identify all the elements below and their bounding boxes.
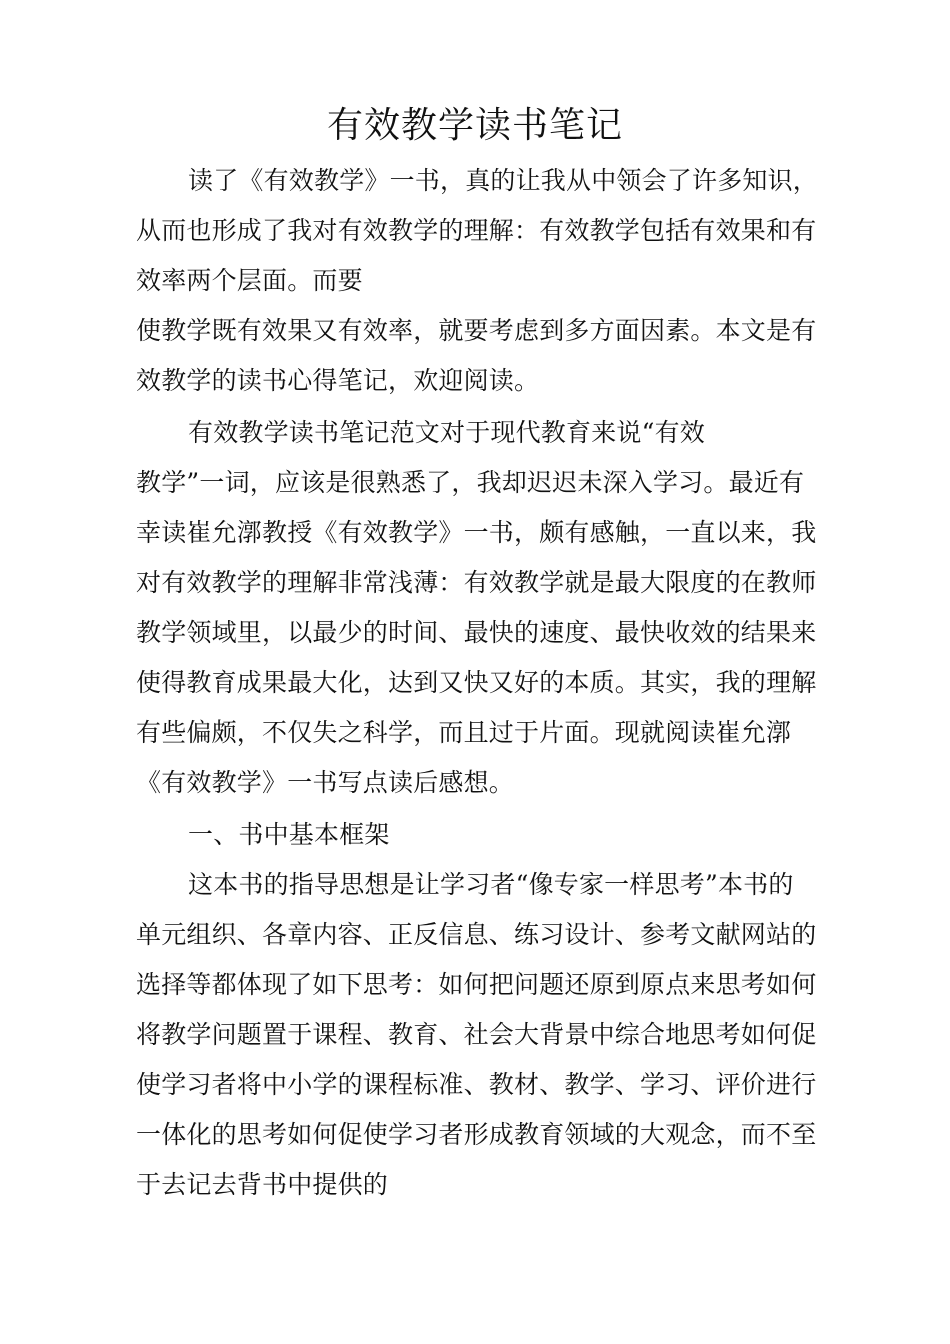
text-line: 使教学既有效果又有效率，就要考虑到多方面因素。本文是有 xyxy=(136,316,817,345)
text-line: 于去记去背书中提供的 xyxy=(136,1170,389,1199)
text-line: 使学习者将中小学的课程标准、教材、教学、学习、评价进行 xyxy=(136,1070,817,1099)
text-line: 教学领域里，以最少的时间、最快的速度、最快收效的结果来 xyxy=(136,618,817,647)
text-line: 单元组织、各章内容、正反信息、练习设计、参考文献网站的 xyxy=(136,920,817,949)
text-line: 读了《有效教学》一书，真的让我从中领会了许多知识， xyxy=(188,166,819,195)
text-line: 使得教育成果最大化，达到又快又好的本质。其实，我的理解 xyxy=(136,668,817,697)
text-line: 将教学问题置于课程、教育、社会大背景中综合地思考如何促 xyxy=(136,1020,817,1049)
text-line: 效率两个层面。而要 xyxy=(136,266,363,295)
text-line: 教学”一词，应该是很熟悉了，我却迟迟未深入学习。最近有 xyxy=(136,468,805,497)
text-line: 一体化的思考如何促使学习者形成教育领域的大观念，而不至 xyxy=(136,1120,817,1149)
document-title: 有效教学读书笔记 xyxy=(326,105,623,146)
text-line: 有效教学读书笔记范文对于现代教育来说“有效 xyxy=(188,418,705,447)
text-line: 效教学的读书心得笔记，欢迎阅读。 xyxy=(136,366,540,395)
text-line: 《有效教学》一书写点读后感想。 xyxy=(136,768,515,797)
text-line: 幸读崔允漷教授《有效教学》一书，颇有感触，一直以来，我 xyxy=(136,518,817,547)
text-line: 从而也形成了我对有效教学的理解：有效教学包括有效果和有 xyxy=(136,216,817,245)
text-line: 有些偏颇，不仅失之科学，而且过于片面。现就阅读崔允漷 xyxy=(136,718,792,747)
text-line: 这本书的指导思想是让学习者“像专家一样思考”本书的 xyxy=(188,870,794,899)
section-heading: 一、书中基本框架 xyxy=(188,820,390,849)
text-line: 选择等都体现了如下思考：如何把问题还原到原点来思考如何 xyxy=(136,970,817,999)
text-line: 对有效教学的理解非常浅薄：有效教学就是最大限度的在教师 xyxy=(136,568,817,597)
